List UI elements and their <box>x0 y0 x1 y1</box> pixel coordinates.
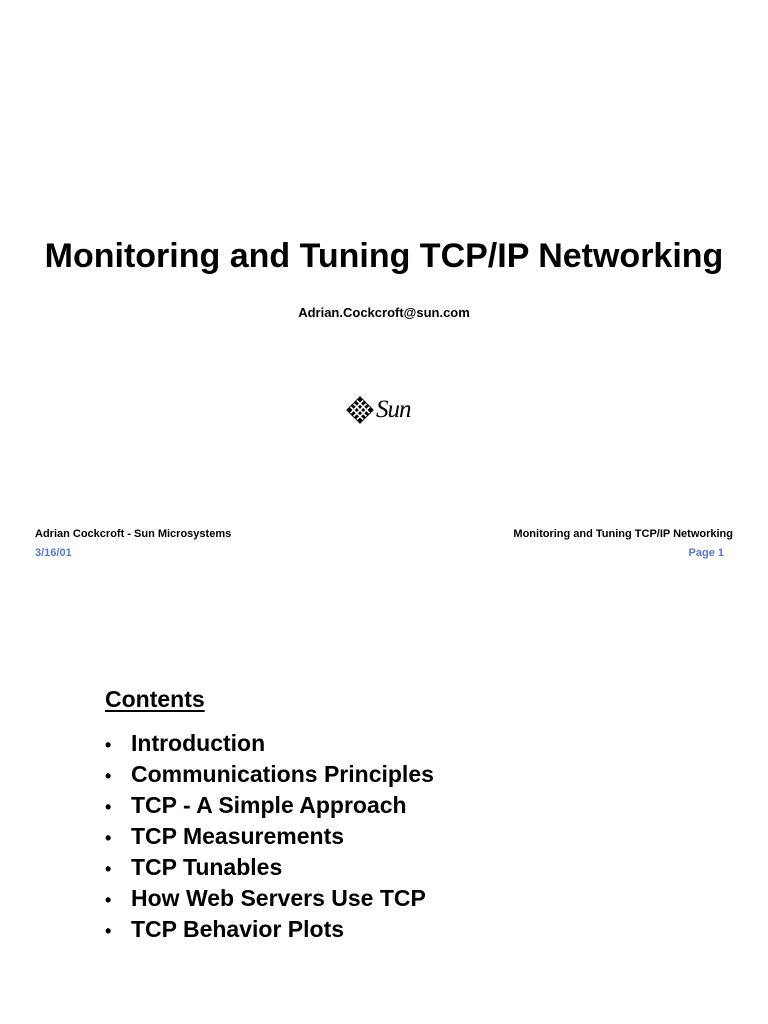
footer-title: Monitoring and Tuning TCP/IP Networking <box>513 528 733 540</box>
footer-author: Adrian Cockcroft - Sun Microsystems <box>35 528 232 540</box>
author-email: Adrian.Cockcroft@sun.com <box>298 305 470 320</box>
list-item <box>105 883 434 914</box>
sun-logo-word: Sun <box>376 396 411 423</box>
sun-logo <box>346 393 422 427</box>
list-item-label: TCP Tunables <box>131 854 283 880</box>
list-item-label: TCP Measurements <box>131 823 345 849</box>
list-item <box>105 852 434 883</box>
footer-page-number: Page 1 <box>688 547 724 559</box>
contents-heading: Contents <box>105 686 205 712</box>
slide-title: Monitoring and Tuning TCP/IP Networking <box>44 237 724 275</box>
bullet-icon: • <box>105 859 112 879</box>
list-item <box>105 759 434 790</box>
list-item <box>105 914 434 945</box>
list-item-label: Communications Principles <box>131 761 434 787</box>
list-item <box>105 821 434 852</box>
list-item <box>105 728 434 759</box>
contents-list <box>105 728 434 945</box>
bullet-icon: • <box>105 797 112 817</box>
bullet-icon: • <box>105 921 112 941</box>
list-item <box>105 790 434 821</box>
bullet-icon: • <box>105 890 112 910</box>
bullet-icon: • <box>105 735 112 755</box>
sun-logo-icon <box>346 396 374 424</box>
list-item-label: TCP - A Simple Approach <box>131 792 407 818</box>
bullet-icon: • <box>105 766 112 786</box>
footer-date: 3/16/01 <box>35 547 72 559</box>
contents-slide <box>0 580 768 1024</box>
bullet-icon: • <box>105 828 112 848</box>
list-item-label: Introduction <box>131 730 266 756</box>
list-item-label: How Web Servers Use TCP <box>131 885 426 911</box>
list-item-label: TCP Behavior Plots <box>131 916 345 942</box>
